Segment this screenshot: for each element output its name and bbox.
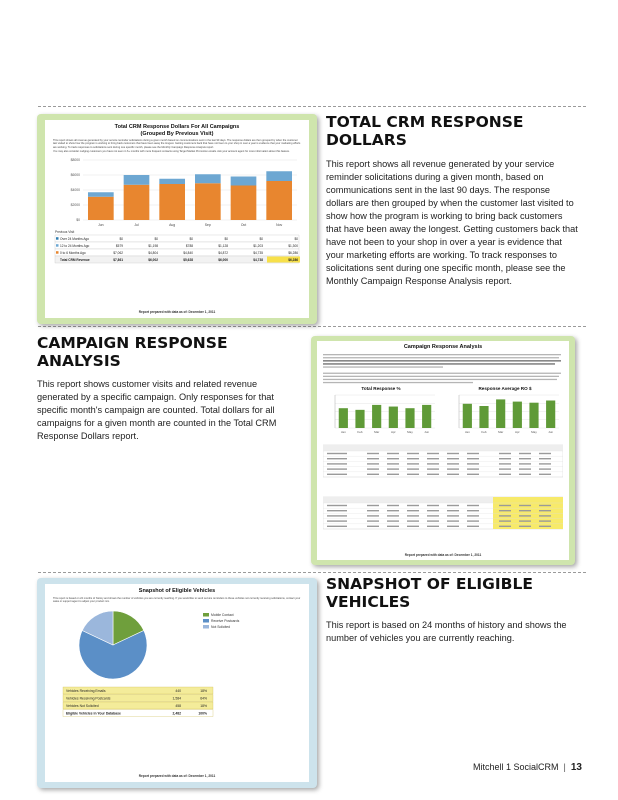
bar-segment <box>159 184 185 220</box>
bar-segment <box>159 178 185 183</box>
table-cell: $6,002 <box>148 257 158 262</box>
cell-text <box>327 458 347 459</box>
row-header-label: Previous Visit <box>55 229 75 234</box>
cell-text <box>499 526 511 527</box>
cell-text <box>539 468 551 469</box>
report-page-total-crm <box>45 120 309 318</box>
cell-text <box>387 510 399 511</box>
cell-text <box>499 474 511 475</box>
bar <box>389 407 398 428</box>
cell-text <box>387 458 399 459</box>
bar <box>479 406 488 428</box>
report-intro: This report shows all revenue generated by your service reminder solicitations during a given month based on communications sent in the last 90 days. The response dollars are then grouped by when the customer last visited to show how the program is working to bring back customers that have been away the longest. Getting customers back that have not been to your shop in over a year is evidence that your marketing efforts are working. To track responses to solicitations sent during one specific month, please see the Monthly Campaign Response Analysis report. <box>53 139 301 149</box>
cell-text <box>539 510 551 511</box>
bar <box>339 408 348 428</box>
report-thumbnail-snapshot <box>37 578 317 788</box>
bar <box>405 408 414 428</box>
report-intro: This report is based on 24 months of history and shows the number of vehicles you are currently reaching. If you would like to send service reminders to these vehicles not currently receiving solicitations, contact your sales or support agent to adjust your product mix. <box>53 596 301 603</box>
table-cell: $6,286 <box>288 257 298 262</box>
cell-text <box>407 453 419 454</box>
cell-text <box>427 474 439 475</box>
table-cell: $7,861 <box>113 257 123 262</box>
cell-text <box>327 510 347 511</box>
report-title: Total CRM Response Dollars For All Campaigns <box>114 124 240 130</box>
row-label: Over 24 Months Ago <box>60 236 90 241</box>
cell-text <box>407 468 419 469</box>
cell-text <box>387 468 399 469</box>
cell-text <box>407 474 419 475</box>
cell-text <box>539 515 551 516</box>
table-cell: $4,872 <box>218 250 228 255</box>
cell-text <box>447 510 459 511</box>
table-cell: $6,286 <box>288 250 298 255</box>
page-footer <box>473 762 582 773</box>
cell-text <box>519 505 531 506</box>
cell-text <box>327 526 347 527</box>
cell-text <box>367 510 379 511</box>
cell-text <box>519 510 531 511</box>
table-cell: $0 <box>119 236 123 241</box>
report-intro-lines <box>323 353 563 385</box>
cell-text <box>327 520 347 521</box>
section-body-snapshot: This report is based on 24 months of history and shows the number of vehicles you are currently reaching. <box>326 620 567 643</box>
page-number: 13 <box>570 762 582 773</box>
section-heading-campaign: CAMPAIGN RESPONSE ANALYSIS <box>37 334 228 370</box>
cell-text <box>467 453 479 454</box>
legend-swatch <box>203 625 209 629</box>
cell-text <box>519 515 531 516</box>
x-tick-label: May <box>531 430 537 434</box>
table-cell: $1,203 <box>253 243 263 248</box>
cell-text <box>327 463 347 464</box>
section-body-campaign: This report shows customer visits and related revenue generated by a specific campaign. Only responses for that specific month's campaign are counted. Total dollars for all campaigns for a given month are counted in the Total CRM Response Dollars report. <box>37 379 277 441</box>
cell-text <box>519 453 531 454</box>
row-percent: 64% <box>200 696 207 701</box>
report-thumbnail-total-crm <box>37 114 317 324</box>
section-body-total-crm: This report shows all revenue generated by your service reminder solicitations during a given month, based on communications sent in the last 90 days. The response dollars are then grouped by when the customer last visited to show how the program is working to bring back customers that have been away the longest. Getting customers back that have not been to your shop in over a year is evidence that your marketing efforts are working. To track responses to solicitations sent during one specific month, please see the Monthly Campaign Response Analysis report. <box>326 159 578 286</box>
table-cell: $6,000 <box>218 257 228 262</box>
intro-text-line <box>323 378 557 379</box>
bar-segment <box>88 192 114 197</box>
total-crm-bar-chart <box>53 156 301 228</box>
cell-text <box>407 526 419 527</box>
cell-text <box>499 510 511 511</box>
x-tick-label: Mar <box>498 430 504 434</box>
cell-text <box>387 526 399 527</box>
row-label: Vehicles Receiving Emails <box>66 689 106 694</box>
legend-swatch <box>203 619 209 623</box>
x-tick-label: Feb <box>357 430 363 434</box>
table-cell: $4,840 <box>183 250 193 255</box>
row-percent: 18% <box>200 704 207 709</box>
cell-text <box>407 458 419 459</box>
intro-text-line <box>323 363 555 364</box>
cell-text <box>367 474 379 475</box>
cell-text <box>407 463 419 464</box>
intro-text-line <box>323 375 559 376</box>
legend-swatch <box>56 244 59 247</box>
cell-text <box>539 474 551 475</box>
x-tick-label: Oct <box>240 222 247 227</box>
bar-segment <box>88 196 114 219</box>
cell-text <box>367 453 379 454</box>
cell-text <box>387 474 399 475</box>
row-count: 458 <box>175 704 181 709</box>
table-cell: $4,804 <box>148 250 158 255</box>
row-label: Vehicles Receiving Postcards <box>66 696 111 701</box>
bar-segment <box>266 171 292 181</box>
x-tick-label: Jun <box>424 430 430 434</box>
footer-brand: Mitchell 1 SocialCRM <box>473 762 559 772</box>
table-cell: $4,735 <box>253 250 263 255</box>
y-tick-label: $4000 <box>70 187 80 192</box>
bar <box>463 404 472 428</box>
bar <box>496 399 505 428</box>
highlight-column <box>493 497 563 529</box>
cell-text <box>407 515 419 516</box>
cell-text <box>427 510 439 511</box>
x-tick-label: Jun <box>548 430 554 434</box>
section-divider-2 <box>38 326 586 327</box>
intro-text-line <box>323 354 561 355</box>
eligible-vehicles-table <box>53 685 301 725</box>
bar <box>513 402 522 428</box>
bar-segment <box>195 174 221 183</box>
section-divider-1 <box>38 106 586 107</box>
x-tick-label: Feb <box>481 430 487 434</box>
table-cell: $788 <box>185 243 193 248</box>
row-label: 12 to 24 Months Ago <box>60 243 90 248</box>
cell-text <box>447 453 459 454</box>
x-tick-label: May <box>407 430 413 434</box>
row-label: 0 to 6 Months Ago <box>60 250 86 255</box>
cell-text <box>367 505 379 506</box>
cell-text <box>539 505 551 506</box>
cell-text <box>427 520 439 521</box>
row-percent: 18% <box>200 689 207 694</box>
row-label: Total CRM Revenue <box>60 257 90 262</box>
intro-text-line <box>323 372 561 373</box>
cell-text <box>447 520 459 521</box>
y-tick-label: $2000 <box>70 202 80 207</box>
bar-segment <box>266 181 292 220</box>
cell-text <box>387 520 399 521</box>
legend-label: Receive Postcards <box>211 619 240 624</box>
cell-text <box>327 474 347 475</box>
cell-text <box>367 526 379 527</box>
cell-text <box>467 515 479 516</box>
cell-text <box>407 505 419 506</box>
bar-segment <box>124 184 150 219</box>
report-title: Snapshot of Eligible Vehicles <box>138 588 216 594</box>
table-cell: $0 <box>154 236 158 241</box>
cell-text <box>539 453 551 454</box>
cell-text <box>327 453 347 454</box>
table-cell: $7,062 <box>113 250 123 255</box>
legend-swatch <box>56 251 59 254</box>
cell-text <box>327 505 347 506</box>
bar <box>422 405 431 428</box>
row-count: 2,482 <box>172 711 181 716</box>
cell-text <box>327 515 347 516</box>
cell-text <box>467 468 479 469</box>
cell-text <box>367 463 379 464</box>
x-tick-label: Apr <box>390 430 396 434</box>
cell-text <box>539 520 551 521</box>
cell-text <box>407 520 419 521</box>
x-tick-label: Nov <box>276 222 283 227</box>
cell-text <box>467 510 479 511</box>
report-footer: Report prepared with data as of: December 1, 2011 <box>404 553 482 557</box>
section-divider-3 <box>38 572 586 573</box>
cell-text <box>519 520 531 521</box>
total-crm-data-table <box>53 228 301 268</box>
y-tick-label: $6000 <box>70 172 80 177</box>
cell-text <box>467 458 479 459</box>
cell-text <box>539 463 551 464</box>
report-intro-2: You may also consider nudging customers you have not seen in 6+ months with more frequent contacts using Target Market Promotion emails. Ask your account agent for more information about this feature. <box>53 150 290 154</box>
intro-text-line <box>323 366 443 367</box>
cell-text <box>467 526 479 527</box>
bar-segment <box>231 176 257 185</box>
row-count: 440 <box>175 689 181 694</box>
x-tick-label: Jan <box>340 430 346 434</box>
cell-text <box>447 526 459 527</box>
table-cell: $4,738 <box>253 257 263 262</box>
cell-text <box>519 474 531 475</box>
table-cell: $5,628 <box>183 257 193 262</box>
table-cell: $0 <box>189 236 193 241</box>
report-title: Campaign Response Analysis <box>403 344 483 350</box>
cell-text <box>427 526 439 527</box>
cell-text <box>367 520 379 521</box>
legend-label: Mobile Contact <box>211 613 234 618</box>
response-ro-bar-chart <box>447 392 563 436</box>
row-label: Eligible Vehicles in Your Database <box>66 711 121 716</box>
cell-text <box>499 515 511 516</box>
section-heading-snapshot: SNAPSHOT OF ELIGIBLE VEHICLES <box>326 575 533 611</box>
bar <box>546 401 555 429</box>
table-cell: $1,198 <box>148 243 158 248</box>
bar <box>529 403 538 428</box>
bar <box>355 410 364 428</box>
cell-text <box>467 505 479 506</box>
chart-title-response-ro: Response Average RO $ <box>478 385 532 391</box>
report-footer: Report prepared with data as of: December 1, 2011 <box>138 310 216 314</box>
cell-text <box>499 520 511 521</box>
cell-text <box>367 468 379 469</box>
chart-title-response-pct: Total Response % <box>361 385 401 391</box>
cell-text <box>387 515 399 516</box>
row-label: Vehicles Not Solicited <box>66 704 99 709</box>
cell-text <box>367 515 379 516</box>
cell-text <box>427 468 439 469</box>
table-cell: $579 <box>115 243 123 248</box>
bar-segment <box>195 183 221 220</box>
cell-text <box>387 453 399 454</box>
cell-text <box>499 453 511 454</box>
table-cell: $1,128 <box>218 243 228 248</box>
report-footer: Report prepared with data as of: December 1, 2011 <box>138 774 216 778</box>
row-percent: 100% <box>198 711 207 716</box>
bar <box>372 405 381 428</box>
report-subtitle: (Grouped By Previous Visit) <box>140 130 214 137</box>
cell-text <box>427 505 439 506</box>
cell-text <box>447 458 459 459</box>
cell-text <box>407 510 419 511</box>
eligible-vehicles-pie-chart <box>53 605 301 685</box>
cell-text <box>427 515 439 516</box>
cell-text <box>387 463 399 464</box>
cell-text <box>499 463 511 464</box>
x-tick-label: Aug <box>169 222 176 227</box>
cell-text <box>327 468 347 469</box>
report-thumbnail-campaign <box>311 336 575 565</box>
cell-text <box>367 458 379 459</box>
table-cell: $1,300 <box>288 243 298 248</box>
x-tick-label: Jan <box>464 430 470 434</box>
table-cell: $0 <box>224 236 228 241</box>
report-page-snapshot <box>45 584 309 782</box>
legend-swatch <box>56 237 59 240</box>
cell-text <box>467 520 479 521</box>
cell-text <box>467 474 479 475</box>
cell-text <box>519 458 531 459</box>
cell-text <box>519 463 531 464</box>
x-tick-label: Jul <box>134 222 139 227</box>
cell-text <box>519 526 531 527</box>
bar-segment <box>124 175 150 185</box>
cell-text <box>539 458 551 459</box>
report-page-campaign <box>317 341 569 560</box>
y-tick-label: $8000 <box>70 157 80 162</box>
intro-text-line <box>323 381 473 382</box>
cell-text <box>447 468 459 469</box>
y-tick-label: $0 <box>76 217 80 222</box>
cell-text <box>427 458 439 459</box>
section-heading-total-crm: TOTAL CRM RESPONSE DOLLARS <box>326 113 524 149</box>
cell-text <box>499 468 511 469</box>
cell-text <box>539 526 551 527</box>
cell-text <box>499 505 511 506</box>
footer-separator: | <box>563 762 566 772</box>
cell-text <box>447 474 459 475</box>
cell-text <box>447 505 459 506</box>
cell-text <box>467 463 479 464</box>
x-tick-label: Jun <box>98 222 104 227</box>
legend-label: Not Solicited <box>211 625 231 630</box>
x-tick-label: Mar <box>374 430 380 434</box>
table-cell: $0 <box>294 236 298 241</box>
intro-text-line <box>323 360 561 361</box>
intro-text-line <box>323 357 559 358</box>
cell-text <box>427 463 439 464</box>
cell-text <box>499 458 511 459</box>
campaign-data-tables <box>323 443 563 549</box>
row-count: 1,584 <box>172 696 181 701</box>
cell-text <box>519 468 531 469</box>
cell-text <box>387 505 399 506</box>
cell-text <box>427 453 439 454</box>
bar-segment <box>231 185 257 220</box>
cell-text <box>447 463 459 464</box>
table-header-row <box>323 445 563 451</box>
table-cell: $0 <box>259 236 263 241</box>
response-pct-bar-chart <box>323 392 439 436</box>
legend-swatch <box>203 613 209 617</box>
x-tick-label: Sep <box>204 222 211 227</box>
cell-text <box>447 515 459 516</box>
x-tick-label: Apr <box>514 430 520 434</box>
